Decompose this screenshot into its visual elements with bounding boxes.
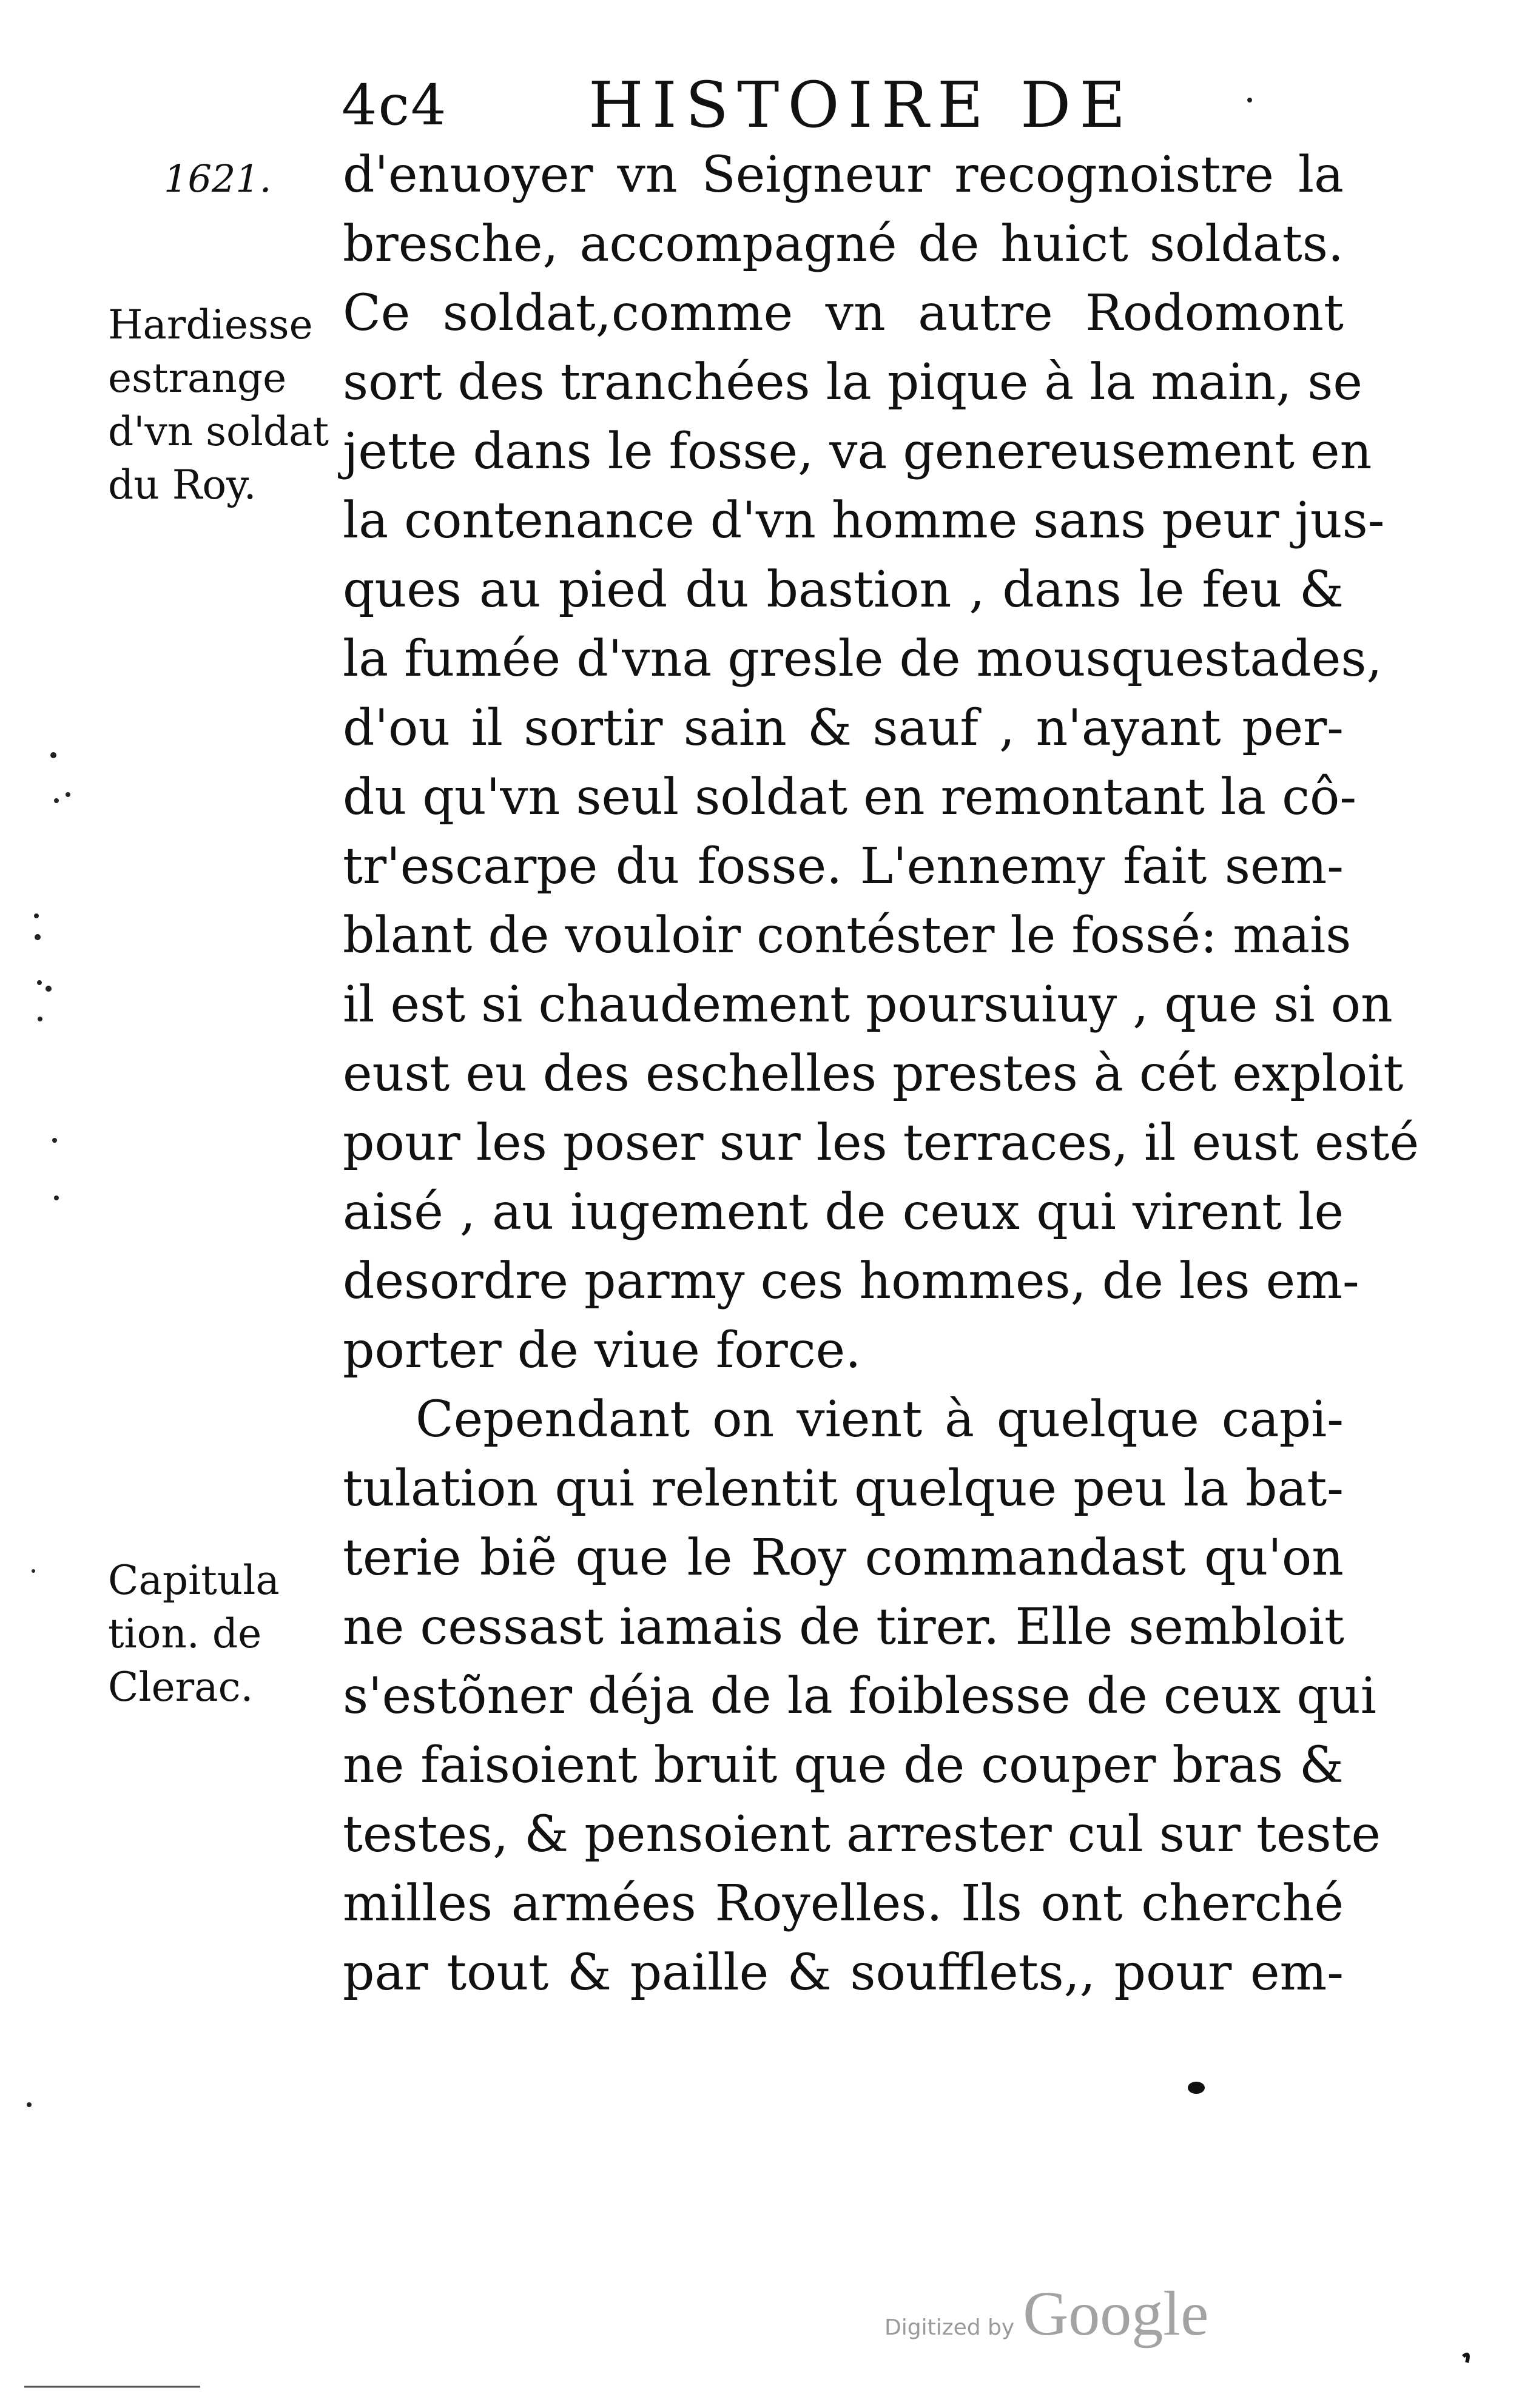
- running-head: HISTOIRE DE: [588, 68, 1134, 142]
- text-line: pour les poser sur les terraces, il eust esté: [343, 1114, 1420, 1172]
- text-line: blant de vouloir contéster le fossé: mais: [343, 907, 1352, 964]
- text-line: sort des tranchées la pique à la main, se: [343, 354, 1362, 411]
- text-line: Ce soldat,comme vn autre Rodomont: [343, 284, 1344, 342]
- text-line: il est si chaudement poursuiuy , que si on: [343, 976, 1393, 1034]
- text-line: jette dans le fosse, va genereusement en: [343, 423, 1372, 480]
- text-line: d'enuoyer vn Seigneur recognoistre la: [343, 146, 1344, 204]
- margin-year: 1621.: [164, 156, 272, 201]
- side-note-line: Hardiesse: [108, 301, 313, 348]
- text-line: s'estõner déja de la foiblesse de ceux qui: [343, 1667, 1376, 1725]
- side-note-line: estrange: [108, 355, 287, 402]
- text-line: desordre parmy ces hommes, de les em-: [343, 1253, 1359, 1310]
- digitized-by-label: Digitized by: [884, 2315, 1015, 2340]
- text-line: Cependant on vient à quelque capi-: [416, 1391, 1344, 1448]
- page-number: 4c4: [342, 73, 448, 138]
- text-line: par tout & paille & soufflets,, pour em-: [343, 1944, 1344, 2002]
- side-note-line: du Roy.: [108, 462, 257, 508]
- text-line: bresche, accompagné de huict soldats.: [343, 215, 1344, 273]
- text-line: la fumée d'vna gresle de mousquestades,: [343, 630, 1383, 688]
- text-line: la contenance d'vn homme sans peur jus-: [343, 492, 1385, 550]
- text-line: du qu'vn seul soldat en remontant la cô-: [343, 768, 1357, 826]
- text-line: ne cessast iamais de tirer. Elle sembloit: [343, 1598, 1344, 1656]
- text-line: ques au pied du bastion , dans le feu &: [343, 561, 1344, 619]
- text-line: tr'escarpe du fosse. L'ennemy fait sem-: [343, 838, 1344, 895]
- side-note-line: Capitula: [108, 1557, 280, 1604]
- digitized-watermark: [884, 2278, 1208, 2350]
- side-note-capitulation: [108, 1554, 280, 1714]
- google-logo: Google: [1023, 2279, 1209, 2349]
- text-line: tulation qui relentit quelque peu la bat-: [343, 1460, 1344, 1518]
- text-line: porter de viue force.: [343, 1322, 861, 1379]
- side-note-line: d'vn soldat: [108, 408, 329, 455]
- text-line: terie biẽ que le Roy commandast qu'on: [343, 1529, 1344, 1587]
- side-note-line: Clerac.: [108, 1664, 254, 1710]
- text-line: ne faisoient bruit que de couper bras &: [343, 1737, 1344, 1794]
- text-line: milles armées Royelles. Ils ont cherché: [343, 1875, 1344, 1932]
- side-note-line: tion. de: [108, 1610, 262, 1657]
- text-line: eust eu des eschelles prestes à cét exploit: [343, 1045, 1404, 1103]
- side-note-hardiesse: [108, 298, 329, 512]
- text-line: d'ou il sortir sain & sauf , n'ayant per-: [343, 699, 1344, 757]
- text-line: testes, & pensoient arrester cul sur teste: [343, 1806, 1381, 1863]
- body-text: [343, 141, 1420, 2008]
- text-line: aisé , au iugement de ceux qui virent le: [343, 1183, 1344, 1241]
